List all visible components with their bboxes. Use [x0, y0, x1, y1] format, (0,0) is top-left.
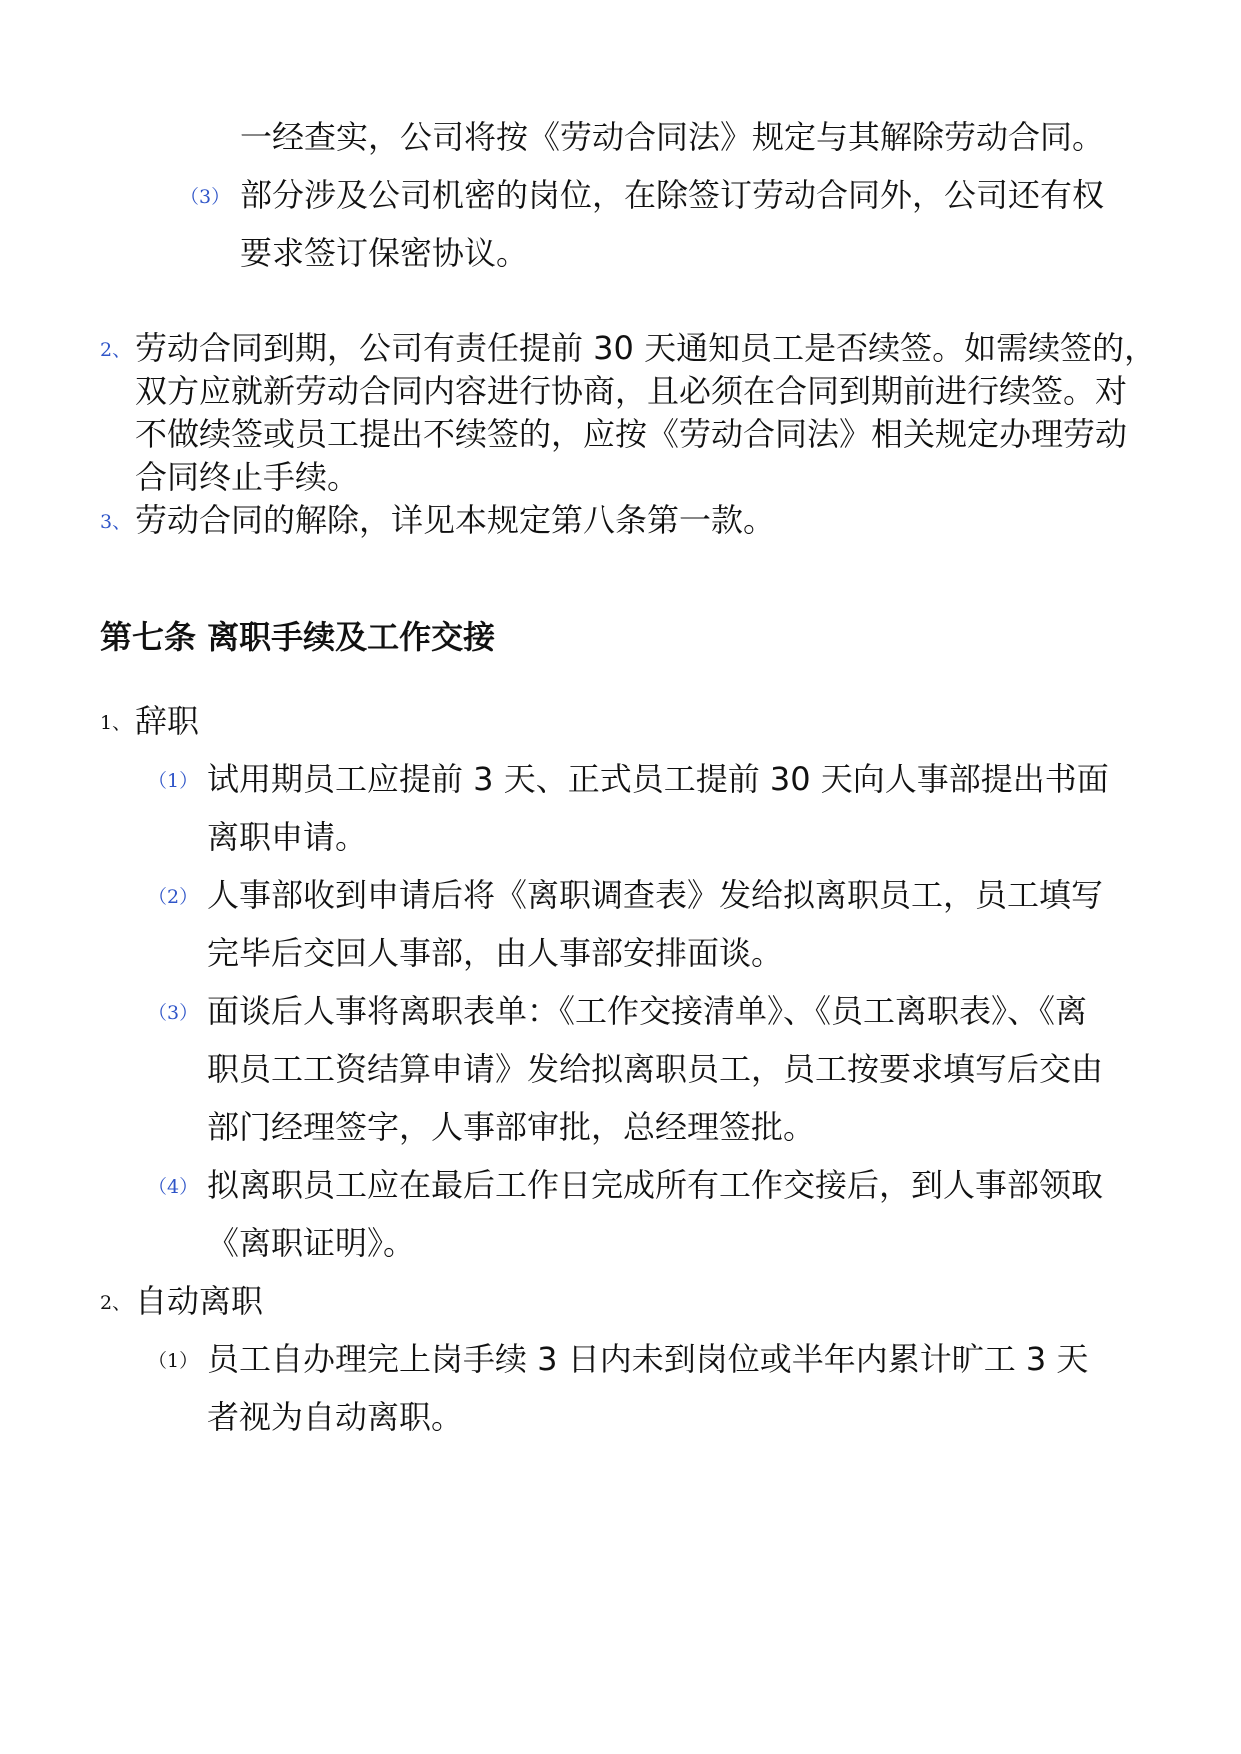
list-marker: （1） — [148, 1350, 199, 1372]
list-item-line: 人事部收到申请后将《离职调查表》发给拟离职员工，员工填写 — [207, 876, 1104, 914]
list-item-line: 部分涉及公司机密的岗位，在除签订劳动合同外，公司还有权 — [240, 176, 1105, 214]
article-heading: 第七条 离职手续及工作交接 — [100, 618, 496, 656]
list-item-line: 离职申请。 — [207, 818, 368, 856]
list-marker: （1） — [148, 770, 199, 792]
list-item-line: 要求签订保密协议。 — [240, 234, 529, 272]
section-title: 自动离职 — [135, 1282, 264, 1320]
continuation-line: 一经查实，公司将按《劳动合同法》规定与其解除劳动合同。 — [240, 118, 1105, 156]
list-marker: （4） — [148, 1176, 199, 1198]
list-marker: 3、 — [100, 511, 132, 533]
list-item-line: 面谈后人事将离职表单：《工作交接清单》、《员工离职表》、《离 — [207, 992, 1088, 1030]
list-marker: （3） — [180, 186, 231, 208]
list-item-line: 劳动合同的解除，详见本规定第八条第一款。 — [135, 501, 776, 539]
list-item-line: 劳动合同到期，公司有责任提前 30 天通知员工是否续签。如需续签的， — [135, 329, 1157, 367]
list-item-line: 合同终止手续。 — [135, 458, 360, 496]
section-title: 辞职 — [135, 702, 200, 740]
list-item-line: 部门经理签字，人事部审批，总经理签批。 — [207, 1108, 816, 1146]
list-item-line: 完毕后交回人事部，由人事部安排面谈。 — [207, 934, 784, 972]
list-item-line: 试用期员工应提前 3 天、正式员工提前 30 天向人事部提出书面 — [207, 760, 1109, 798]
list-item-line: 员工自办理完上岗手续 3 日内未到岗位或半年内累计旷工 3 天 — [207, 1340, 1089, 1378]
section-marker: 1、 — [100, 712, 132, 734]
list-item-line: 者视为自动离职。 — [207, 1398, 464, 1436]
section-marker: 2、 — [100, 1292, 132, 1314]
list-marker: （2） — [148, 886, 199, 908]
list-marker: （3） — [148, 1002, 199, 1024]
list-marker: 2、 — [100, 339, 132, 361]
list-item-line: 《离职证明》。 — [207, 1224, 416, 1262]
list-item-line: 职员工工资结算申请》发给拟离职员工，员工按要求填写后交由 — [207, 1050, 1104, 1088]
list-item-line: 不做续签或员工提出不续签的，应按《劳动合同法》相关规定办理劳动 — [135, 415, 1128, 453]
list-item-line: 拟离职员工应在最后工作日完成所有工作交接后，到人事部领取 — [207, 1166, 1104, 1204]
list-item-line: 双方应就新劳动合同内容进行协商，且必须在合同到期前进行续签。对 — [135, 372, 1128, 410]
